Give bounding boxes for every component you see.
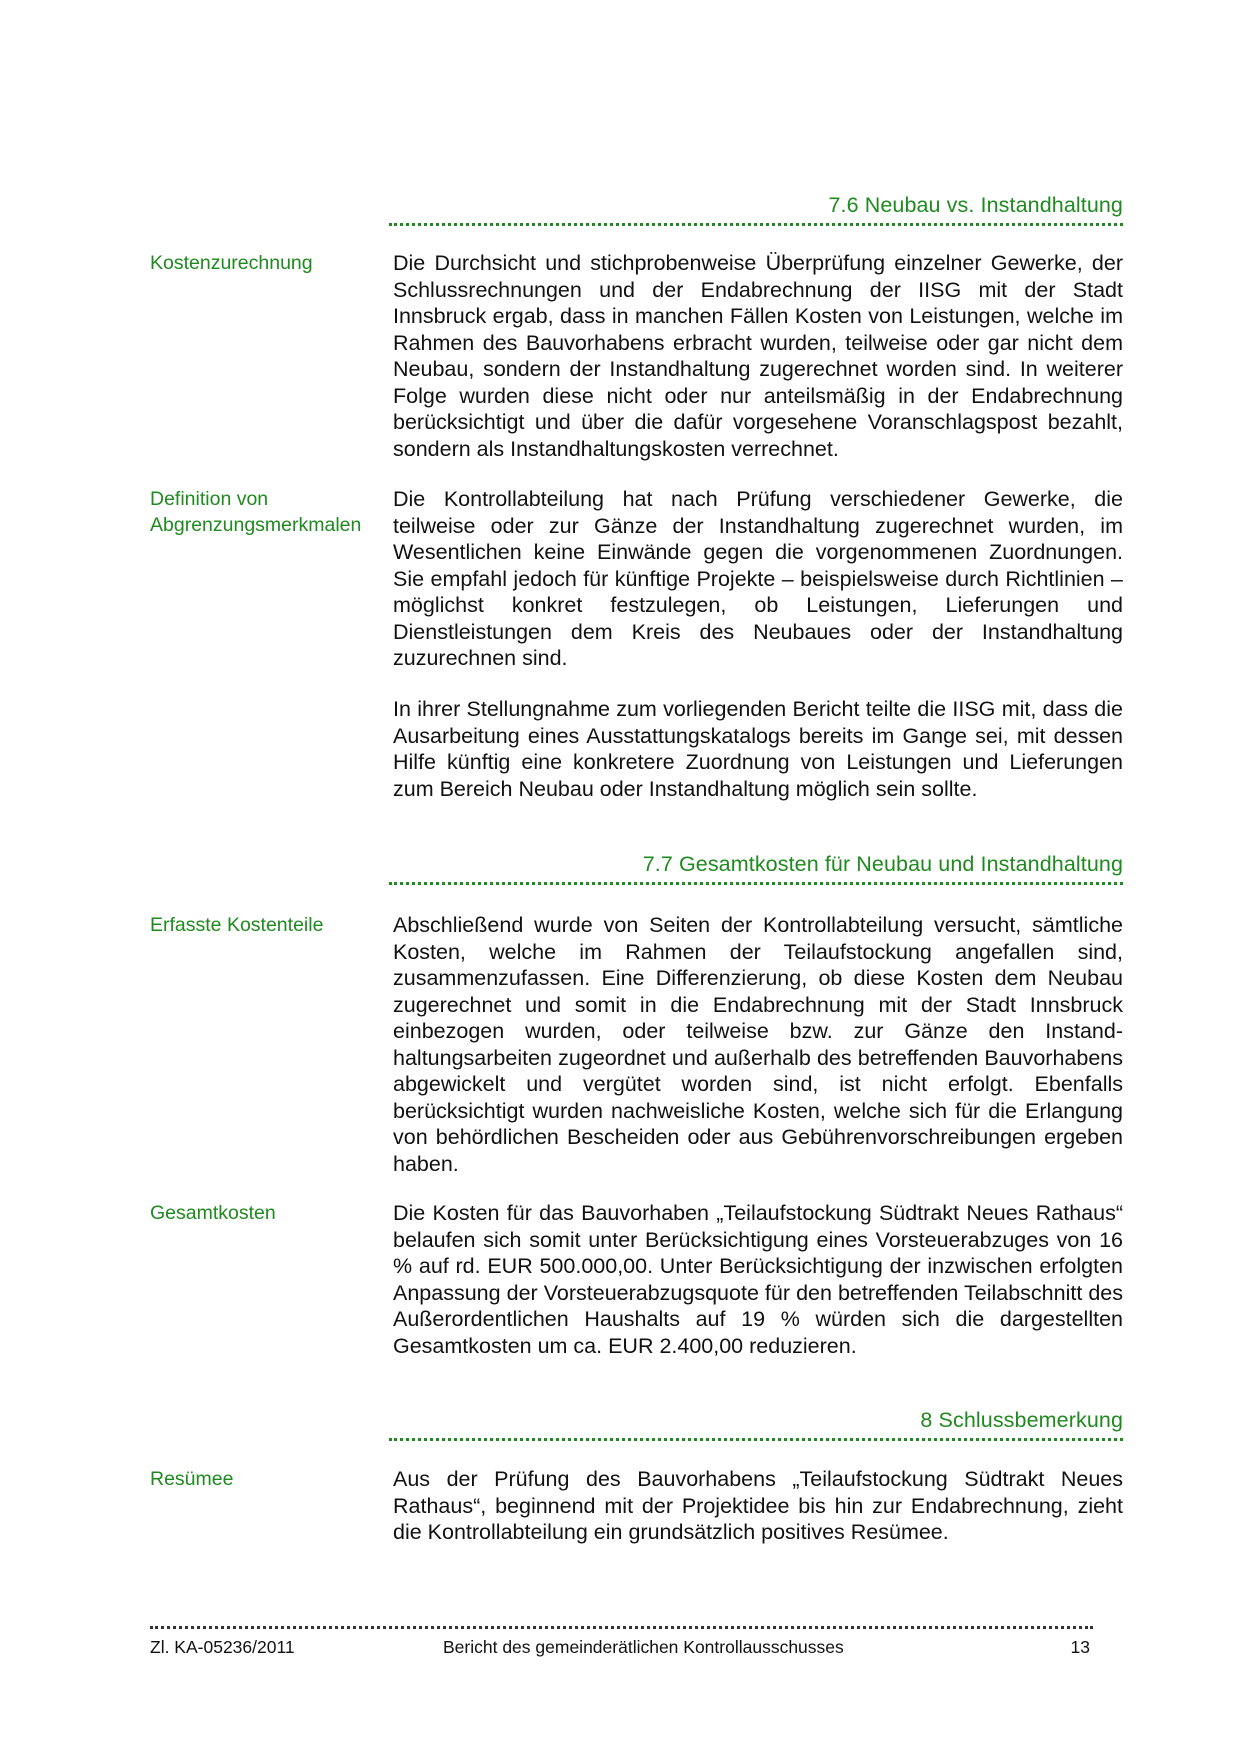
margin-label-erfasste-kostenteile: Erfasste Kostenteile: [150, 914, 324, 936]
margin-label-resuemee: Resümee: [150, 1468, 234, 1490]
footer-reference: Zl. KA-05236/2011: [150, 1637, 295, 1657]
section-heading-7-7: 7.7 Gesamtkosten für Neubau und Instandhaltung: [389, 852, 1123, 885]
section-heading-7-6: 7.6 Neubau vs. Instandhaltung: [389, 193, 1123, 226]
footer-divider: [150, 1626, 1093, 1629]
paragraph-abgrenzungsmerkmale: Die Kontrollabteilung hat nach Prüfung verschiedener Gewerke, die teilweise oder zur Gänze der Instandhaltung zugerechnet wurden, im Wesentlichen keine Einwände gegen die vorgenommenen Zuordnungen. Sie empfahl jedoch für künftige Projekte – beispielsweise durch Richtlinien – möglichst konkret festzulegen, ob Leistungen, Lieferungen und Dienstleistungen dem Kreis des Neubaues oder der Instandhaltung zuzurechnen sind.: [393, 487, 1123, 670]
footer-report-title: Bericht des gemeinderätlichen Kontrollausschusses: [443, 1637, 844, 1657]
paragraph-kostenzurechnung: Die Durchsicht und stichprobenweise Überprüfung einzelner Gewerke, der Schlussrechnungen und der Endabrechnung der IISG mit der Stadt Innsbruck ergab, dass in manchen Fällen Kosten von Leistungen, welche im Rahmen des Bauvorhabens erbracht wurden, teilweise oder gar nicht dem Neubau, sondern der Instandhaltung zugerechnet worden sind. In weiterer Folge wurden diese nicht oder nur anteilsmäßig in der Endabrechnung berücksichtigt und über die dafür vorgesehene Voranschlagspost bezahlt, sondern als Instandhaltungskosten verrechnet.: [393, 251, 1123, 461]
section-heading-8: 8 Schlussbemerkung: [389, 1408, 1123, 1441]
footer-page-number: 13: [1070, 1637, 1090, 1657]
paragraph-stellungnahme: In ihrer Stellungnahme zum vorliegenden Bericht teilte die IISG mit, dass die Ausarbeitung eines Ausstattungskatalogs bereits im Gange sei, mit dessen Hilfe künftig eine konkretere Zuordnung von Leistungen und Lieferungen zum Bereich Neubau oder Instandhaltung möglich sein sollte.: [393, 697, 1123, 801]
margin-label-abgrenzungsmerkmale: Definition von Abgrenzungsmerkmalen: [150, 488, 362, 536]
paragraph-erfasste-kostenteile: Abschließend wurde von Seiten der Kontrollabteilung versucht, sämtliche Kosten, welche im Rahmen der Teilaufstockung angefallen sind, zusammenzufassen. Eine Differenzierung, ob diese Kosten dem Neubau zugerechnet und somit in die Endabrechnung mit der Stadt Innsbruck einbezogen wurden, oder teilweise bzw. zur Gänze den Instandhaltungsarbeiten zugeordnet und außerhalb des betreffenden Bauvorhabens abgewickelt und vergütet worden sind, ist nicht erfolgt. Ebenfalls berücksichtigt wurden nachweisliche Kosten, welche sich für die Erlangung von behördlichen Bescheiden oder aus Gebührenvorschreibungen ergeben haben.: [393, 913, 1123, 1176]
margin-label-gesamtkosten: Gesamtkosten: [150, 1202, 276, 1224]
margin-label-kostenzurechnung: Kostenzurechnung: [150, 252, 313, 274]
paragraph-resuemee: Aus der Prüfung des Bauvorhabens „Teilaufstockung Südtrakt Neues Rathaus“, beginnend mit der Projektidee bis hin zur Endabrechnung, zieht die Kontrollabteilung ein grundsätzlich positives Resümee.: [393, 1467, 1123, 1544]
paragraph-gesamtkosten: Die Kosten für das Bauvorhaben „Teilaufstockung Südtrakt Neues Rathaus“ belaufen sich somit unter Berücksichtigung eines Vorsteuerabzuges von 16 % auf rd. EUR 500.000,00. Unter Berücksichtigung der inzwischen erfolgten Anpassung der Vorsteuerabzugsquote für den betreffenden Teilabschnitt des Außerordentlichen Haushalts auf 19 % würden sich die dargestellten Gesamtkosten um ca. EUR 2.400,00 reduzieren.: [393, 1201, 1123, 1358]
